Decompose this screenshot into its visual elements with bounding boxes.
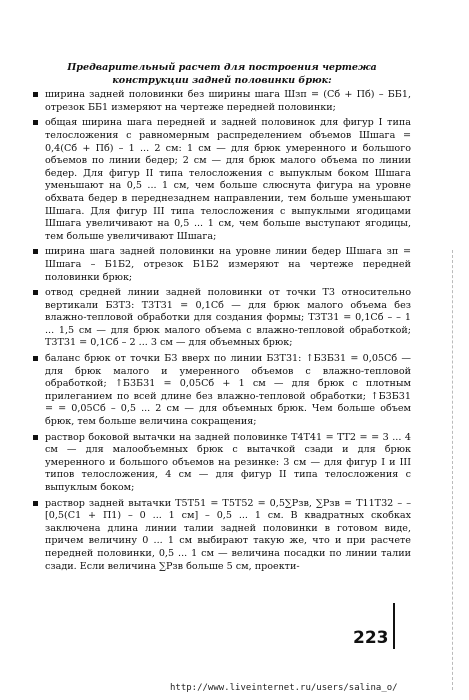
- bullet-icon: [33, 120, 38, 125]
- list-item: общая ширина шага передней и задней половинок для фигур I типа телосложения с равномерным распределением объемов Шшага = 0,4(Сб + Пб) – 1 ... 2 см: 1 см — для брюк умеренного и большого объемов по линии бедер; 2 см — для брюк малого объема по линии бедер. Для фигур II типа телосложения с выпуклым боком Шшага уменьшают на 0,5 ... 1 см, чем больше слюснута фигура на уровне обхвата бедер в переднезаднем направлении, тем больше уменьшают Шшага. Для фигур III типа телосложения с выпуклыми ягодицами Шшага увеличивают на 0,5 ... 1 см, чем больше выступают ягодицы, тем больше увеличивают Шшага;: [33, 117, 411, 243]
- list-item: раствор боковой вытачки на задней половинке Т4Т41 = ТТ2 = = 3 ... 4 см — для малообъемных брюк с вытачкой сзади и для брюк умеренного и большого объемов на резинке: 3 см — для фигур I и III типов телосложения, 4 см — для фигур II типа телосложения с выпуклым боком;: [33, 432, 411, 495]
- list-item: ширина шага задней половинки на уровне линии бедер Шшага зп = Шшага – Б1Б2, отрезок Б1Б2 измеряют на чертеже передней половинки брюк;: [33, 246, 411, 284]
- page-number-rule: [393, 603, 395, 649]
- bullet-icon: [33, 356, 38, 361]
- list-item: баланс брюк от точки Б3 вверх по линии Б3Т31: ↑Б3Б31 = 0,05Сб — для брюк малого и умеренного объемов с влажно-тепловой обработкой; ↑Б3Б31 = 0,05Сб + 1 см — для брюк с плотным прилеганием по всей длине без влажно-тепловой обработки; ↑Б3Б31 = = 0,05Сб – 0,5 ... 2 см — для объемных брюк. Чем больше объем брюк, тем больше величина сокращения;: [33, 353, 411, 429]
- bullet-icon: [33, 92, 38, 97]
- page-content: [33, 62, 411, 576]
- bullet-icon: [33, 501, 38, 506]
- page-number: 223: [353, 628, 389, 648]
- bullet-icon: [33, 435, 38, 440]
- footer-url: http://www.liveinternet.ru/users/salina_o/: [170, 683, 398, 693]
- bullet-icon: [33, 290, 38, 295]
- page-edge-shadow: [452, 250, 465, 690]
- bullet-icon: [33, 249, 38, 254]
- list-item: ширина задней половинки без ширины шага Шзп = (Сб + Пб) – ББ1, отрезок ББ1 измеряют на чертеже передней половинки;: [33, 89, 411, 114]
- bullet-list: [33, 89, 411, 573]
- list-item: раствор задней вытачки Т5Т51 = Т5Т52 = 0,5∑Рзв, ∑Рзв = Т11Т32 – – [0,5(С1 + П1) – 0 ... 1 см] – 0,5 ... 1 см. В квадратных скобках заключена длина линии талии задней половинки в готовом виде, причем величину 0 ... 1 см выбирают такую же, что и при расчете передней половинки, 0,5 ... 1 см — величина посадки по линии талии сзади. Если величина ∑Рзв больше 5 см, проекти-: [33, 498, 411, 574]
- list-item: отвод средней линии задней половинки от точки Т3 относительно вертикали Б3Т3: Т3Т31 = 0,1Сб — для брюк малого объема без влажно-тепловой обработки для создания формы; Т3Т31 = 0,1Сб – – 1 ... 1,5 см — для брюк малого объема с влажно-тепловой обработкой; Т3Т31 = 0,1Сб – 2 ... 3 см — для объемных брюк;: [33, 287, 411, 350]
- section-heading: Предварительный расчет для построения чертежа конструкции задней половинки брюк:: [67, 62, 377, 86]
